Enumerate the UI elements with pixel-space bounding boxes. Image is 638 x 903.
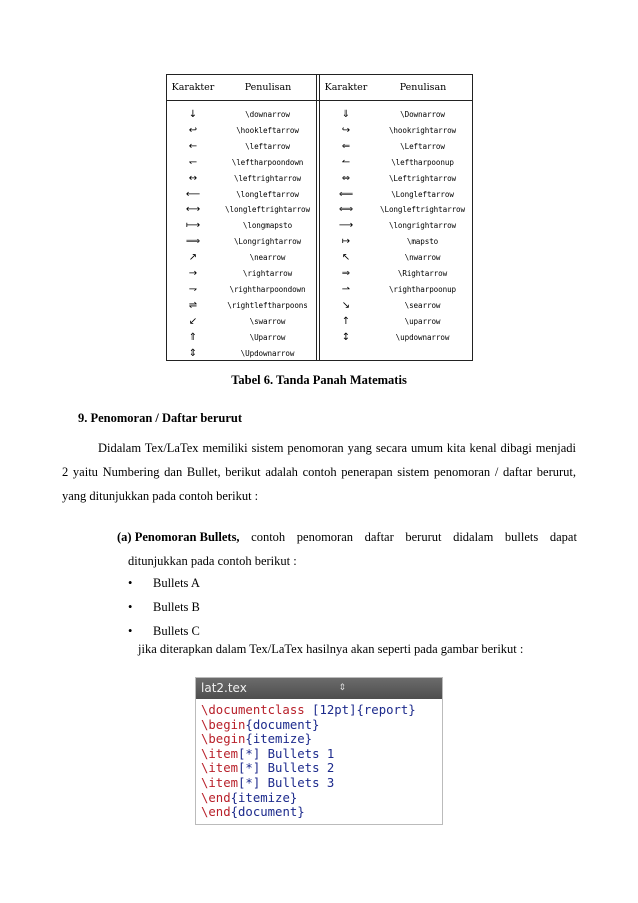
latex-command: \leftarrow [245, 141, 290, 151]
bullet-text: Bullets B [153, 600, 200, 614]
bullet-list [128, 571, 200, 643]
result-intro-text: jika diterapkan dalam Tex/LaTex hasilnya akan seperti pada gambar berikut : [138, 642, 524, 656]
arrow-symbol: ⇁ [188, 283, 198, 295]
latex-command: \downarrow [245, 110, 290, 119]
arrow-symbol: ⟹ [185, 236, 201, 248]
table-row [167, 139, 472, 155]
item-a-word: contoh [251, 530, 286, 544]
latex-command: \rightleftharpoons [227, 300, 308, 310]
arrow-symbol: ↩ [188, 124, 198, 136]
arrow-symbol: ⟵ [185, 188, 201, 200]
table-row [167, 346, 472, 362]
latex-keyword: \begin [201, 717, 246, 732]
table-row [167, 234, 472, 250]
table-row [167, 187, 472, 203]
latex-command: \leftharpoondown [231, 157, 304, 167]
latex-command: \swarrow [249, 316, 286, 326]
latex-keyword: \item [201, 761, 239, 776]
bullet-mark: • [128, 624, 133, 638]
arrow-symbol: ↕ [341, 331, 351, 343]
item-a-word: didalam [453, 530, 494, 544]
header-karakter-2: Karakter [324, 82, 368, 93]
bullet-mark: • [128, 576, 133, 590]
table-row [167, 171, 472, 187]
bullet-text: Bullets A [153, 576, 200, 590]
section-paragraph: Didalam Tex/LaTex memiliki sistem penomoran yang secara umum kita kenal dibagi menjadi 2 yaitu Numbering dan Bullet, berikut adalah contoh penerapan sistem penomoran / daftar berurut, yang ditunjukkan pada contoh berikut : [62, 441, 576, 503]
item-a-word: daftar [364, 530, 394, 544]
arrow-symbol: ↼ [341, 156, 351, 168]
latex-command: \Leftarrow [400, 141, 445, 151]
latex-command: \rightarrow [242, 269, 293, 278]
latex-keyword: \end [201, 805, 231, 820]
latex-command: \nearrow [249, 253, 286, 263]
table-row [167, 266, 472, 282]
tab-switch-icon[interactable]: ⇕ [338, 683, 346, 693]
latex-command: \leftrightarrow [233, 173, 302, 183]
latex-command: \Rightarrow [397, 269, 448, 278]
list-item-a [117, 525, 577, 573]
bullet-mark: • [128, 600, 133, 614]
latex-command: \updownarrow [395, 332, 450, 342]
arrow-symbol: ⟷ [185, 204, 201, 216]
latex-command: \rightharpoondown [229, 284, 306, 294]
section-heading: 9. Penomoran / Daftar berurut [78, 411, 242, 425]
arrow-symbol: ⇐ [341, 140, 351, 152]
latex-argument: {document} [230, 805, 305, 820]
code-line [201, 703, 442, 718]
arrow-symbol: ↦ [341, 236, 351, 248]
table-caption: Tabel 6. Tanda Panah Matematis [231, 373, 407, 387]
latex-command: \longmapsto [242, 221, 293, 231]
latex-keyword: \documentclass [201, 703, 305, 717]
latex-command: \hookleftarrow [236, 125, 299, 135]
item-a-word: dapat [549, 530, 577, 544]
arrow-symbol: ↙ [188, 315, 198, 327]
latex-argument: Bullets 2 [260, 761, 335, 776]
latex-command: \longleftrightarrow [225, 205, 310, 215]
list-item [128, 619, 200, 643]
arrow-symbol: ⇓ [341, 109, 351, 120]
arrow-symbol: ↗ [188, 252, 198, 264]
arrow-symbol: ⇒ [341, 268, 351, 279]
latex-keyword: \item [201, 746, 239, 761]
code-line [201, 732, 442, 747]
item-a-second-line: ditunjukkan pada contoh berikut : [128, 554, 297, 568]
header-penulisan-1: Penulisan [244, 82, 292, 93]
latex-command: \uparrow [404, 316, 441, 326]
latex-argument: {itemize} [230, 790, 298, 805]
editor-file-tab[interactable] [196, 678, 442, 699]
latex-keyword: \end [201, 790, 231, 805]
code-line [201, 761, 442, 776]
latex-command: \mapsto [406, 237, 439, 247]
code-line [201, 776, 442, 791]
latex-option: [12pt] [304, 703, 357, 717]
latex-option: [*] [238, 746, 261, 761]
arrow-symbol: ⇑ [188, 331, 198, 343]
table-row [167, 314, 472, 330]
latex-argument: {document} [245, 717, 320, 732]
arrow-symbol: ⟼ [185, 220, 201, 232]
arrow-symbol: ↖ [341, 252, 351, 264]
table-row [167, 218, 472, 234]
editor-screenshot [195, 677, 443, 825]
latex-option: [*] [238, 761, 261, 776]
item-a-word: berurut [405, 530, 442, 544]
latex-option: [*] [238, 775, 261, 790]
latex-argument: Bullets 3 [260, 775, 335, 790]
latex-command: \hookrightarrow [388, 125, 457, 135]
arrow-symbol: ⇕ [188, 347, 198, 359]
arrow-symbol: ⇌ [188, 299, 198, 311]
table-row [167, 282, 472, 298]
header-penulisan-2: Penulisan [399, 82, 447, 93]
item-a-word: penomoran [296, 530, 354, 544]
item-a-label: (a) [117, 530, 132, 544]
latex-keyword: \item [201, 775, 239, 790]
code-line [201, 805, 442, 820]
arrow-symbol: ↘ [341, 299, 351, 311]
table-row [167, 107, 472, 123]
latex-command: \Longleftrightarrow [380, 205, 465, 215]
latex-argument: Bullets 1 [260, 746, 335, 761]
latex-command: \searrow [404, 300, 441, 310]
arrow-symbol: ⟸ [338, 188, 354, 200]
arrow-symbol: ↪ [341, 124, 351, 136]
latex-command: \Longleftarrow [391, 189, 454, 199]
table-row [167, 202, 472, 218]
arrow-symbol: ⇀ [341, 283, 351, 295]
table-row [167, 155, 472, 171]
code-line [201, 791, 442, 806]
arrow-symbol: → [188, 268, 198, 279]
bullet-text: Bullets C [153, 624, 200, 638]
list-item [128, 595, 200, 619]
latex-command: \Downarrow [400, 110, 445, 119]
editor-code[interactable] [196, 699, 442, 820]
list-item [128, 571, 200, 595]
latex-command: \Longrightarrow [233, 237, 302, 247]
arrow-symbol-table [166, 74, 473, 361]
arrow-symbol: ↔ [188, 172, 198, 184]
code-line [201, 718, 442, 733]
latex-argument: {itemize} [245, 732, 313, 747]
latex-argument: {report} [356, 703, 416, 717]
table-row [167, 250, 472, 266]
latex-command: \Leftrightarrow [388, 173, 457, 183]
latex-command: \rightharpoonup [388, 284, 457, 294]
arrow-symbol: ⇔ [341, 172, 351, 184]
latex-command: \nwarrow [404, 253, 441, 263]
item-a-first-line [117, 525, 577, 549]
item-a-heading [117, 525, 240, 549]
latex-command: \longrightarrow [388, 221, 457, 231]
arrow-symbol: ⟺ [338, 204, 354, 216]
arrow-symbol: ⟶ [338, 220, 354, 232]
arrow-symbol: ↽ [188, 156, 198, 168]
arrow-symbol: ↓ [188, 109, 198, 120]
latex-keyword: \begin [201, 732, 246, 747]
arrow-symbol: ← [188, 140, 198, 152]
table-row [167, 123, 472, 139]
header-karakter-1: Karakter [171, 82, 215, 93]
code-line [201, 747, 442, 762]
table-row [167, 298, 472, 314]
arrow-symbol: ↑ [341, 315, 351, 327]
latex-command: \leftharpoonup [391, 157, 454, 167]
latex-command: \longleftarrow [236, 189, 299, 199]
item-a-title: Penomoran Bullets, [134, 530, 240, 544]
latex-command: \Uparrow [249, 332, 286, 342]
editor-filename: lat2.tex [201, 681, 247, 695]
item-a-word: bullets [504, 530, 539, 544]
latex-command: \Updownarrow [240, 348, 295, 358]
table-row [167, 330, 472, 346]
